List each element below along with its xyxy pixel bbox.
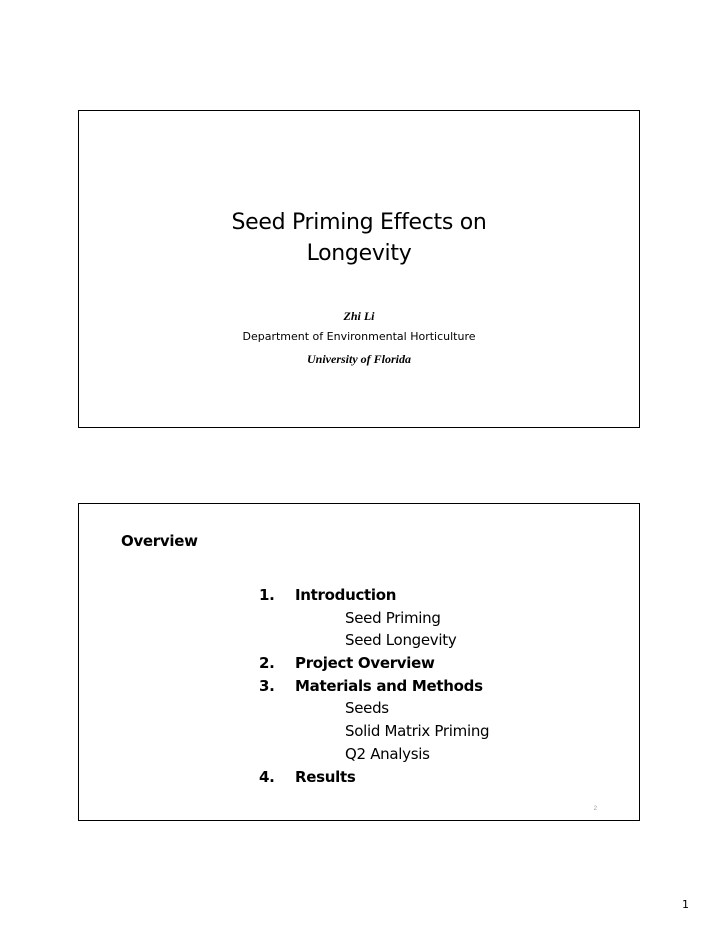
outline-number: 3. bbox=[259, 676, 275, 695]
outline-sub-text: Q2 Analysis bbox=[345, 744, 430, 763]
outline-item bbox=[259, 652, 489, 675]
outline-sub-text: Solid Matrix Priming bbox=[345, 722, 490, 741]
outline-item bbox=[259, 743, 489, 766]
outline-sub-text: Seed Longevity bbox=[345, 631, 457, 650]
overview-heading: Overview bbox=[121, 532, 198, 550]
outline-item bbox=[259, 629, 489, 652]
outline-item bbox=[259, 720, 489, 743]
outline-number: 2. bbox=[259, 654, 275, 673]
outline-item bbox=[259, 584, 489, 607]
outline-main-text: Introduction bbox=[295, 586, 397, 604]
university-name: University of Florida bbox=[307, 352, 411, 366]
outline-sub-text: Seeds bbox=[345, 699, 389, 718]
author-name: Zhi Li bbox=[343, 309, 375, 323]
title-slide bbox=[78, 110, 640, 428]
outline-main-text: Project Overview bbox=[295, 654, 435, 673]
title-line-1: Seed Priming Effects on bbox=[231, 210, 487, 235]
outline-item bbox=[259, 607, 489, 630]
page-number: 1 bbox=[682, 898, 689, 911]
outline-item bbox=[259, 697, 489, 720]
outline-item bbox=[259, 766, 489, 789]
outline-main-text: Materials and Methods bbox=[295, 676, 483, 695]
slide-number: 2 bbox=[593, 806, 597, 812]
outline-number: 1. bbox=[259, 586, 275, 604]
title-line-2: Longevity bbox=[306, 241, 412, 266]
outline-list bbox=[259, 584, 489, 788]
outline-main-text: Results bbox=[295, 767, 356, 786]
outline-sub-text: Seed Priming bbox=[345, 608, 441, 627]
department-name: Department of Environmental Horticulture bbox=[242, 330, 476, 343]
outline-number: 4. bbox=[259, 767, 275, 786]
outline-item bbox=[259, 675, 489, 698]
slide-title bbox=[79, 207, 639, 269]
overview-slide bbox=[78, 503, 640, 821]
